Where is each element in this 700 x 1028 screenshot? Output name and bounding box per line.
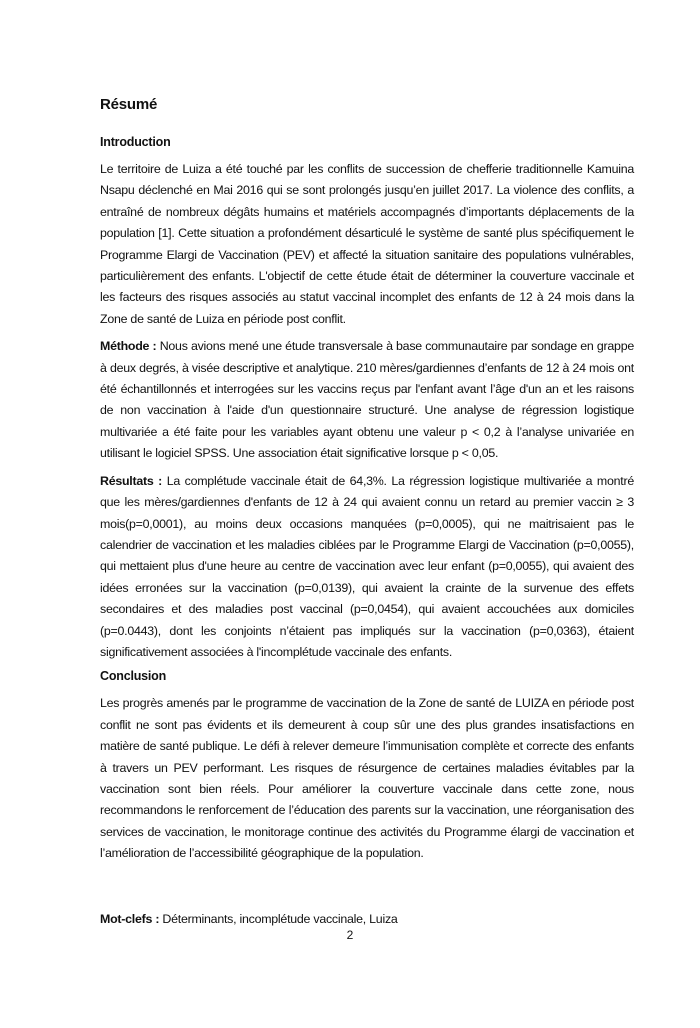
spacer <box>100 871 634 909</box>
keywords-text: Déterminants, incomplétude vaccinale, Luiza <box>159 911 398 926</box>
page-title: Résumé <box>100 96 158 113</box>
keywords-label: Mot-clefs : <box>100 911 160 926</box>
methode-label: Méthode : <box>100 339 157 354</box>
resultats-label: Résultats : <box>100 473 163 488</box>
methode-text: Nous avions mené une étude transversale à base communautaire par sondage en grappe à deux degrés, à visée descriptive et analytique. 210 mères/gardiennes d’enfants de 12 à 24 mois ont été échantillonnés et interrogées sur les vaccins reçus par l'enfant avant l’âge d'un an et les raisons de non vaccination à l'aide d'un questionnaire structuré. Une analyse de régression logistique multivariée a été faite pour les variables ayant obtenu une valeur p < 0,2 à l’analyse univariée en utilisant le logiciel SPSS. Une association était significative lorsque p < 0,05. <box>100 339 634 461</box>
conclusion-paragraph: Les progrès amenés par le programme de vaccination de la Zone de santé de LUIZA en période post conflit ne sont pas évidents et ils demeurent à coup sûr une des plus grandes insatisfactions en matière de santé publique. Le défi à relever demeure l’immunisation complète et correcte des enfants à travers un PEV performant. Les risques de résurgence de certaines maladies évitables par la vaccination sont bien réels. Pour améliorer la couverture vaccinale dans cette zone, nous recommandons le renforcement de l’éducation des parents sur la vaccination, une réorganisation des services de vaccination, le monitorage continue des activités du Programme élargi de vaccination et l’amélioration de l’accessibilité géographique de la population. <box>100 696 634 861</box>
conclusion-heading: Conclusion <box>100 669 167 684</box>
resultats-paragraph <box>100 471 634 664</box>
resultats-text: La complétude vaccinale était de 64,3%. La régression logistique multivariée a montré que les mères/gardiennes d'enfants de 12 à 24 qui avaient connu un retard au premier vaccin ≥ 3 mois(p=0,0001), au moins deux occasions manquées (p=0,0005), qui ne maitrisaient pas le calendrier de vaccination et les maladies ciblées par le Programme Elargi de Vaccination (p=0,0055), qui mettaient plus d'une heure au centre de vaccination avec leur enfant (p=0,0055), qui avaient des idées erronées sur la vaccination (p=0,0139), qui avaient la crainte de la survenue des effets secondaires et des maladies post vaccinal (p=0,0454), qui avaient accouchées aux domiciles (p=0.0443), dont les conjoints n’étaient pas impliqués sur la vaccination (p=0,0363), étaient significativement associées à l'incomplétude vaccinale des enfants. <box>100 473 634 659</box>
page-number: 2 <box>346 928 354 942</box>
introduction-heading: Introduction <box>100 135 171 149</box>
methode-paragraph <box>100 336 634 464</box>
introduction-paragraph: Le territoire de Luiza a été touché par les conflits de succession de chefferie traditionnelle Kamuina Nsapu déclenché en Mai 2016 qui se sont prolongés jusqu’en juillet 2017. La violence des conflits, a entraîné de nombreux dégâts humains et matériels accompagnés d’importants déplacements de la population [1]. Cette situation a profondément désarticulé le système de santé plus spécifiquement le Programme Elargi de Vaccination (PEV) et affecté la situation sanitaire des populations vulnérables, particulièrement des enfants. L'objectif de cette étude était de déterminer la couverture vaccinale et les facteurs des risques associés au statut vaccinal incomplet des enfants de 12 à 24 mois dans la Zone de santé de Luiza en période post conflit. <box>100 162 634 326</box>
keywords-line <box>100 909 634 930</box>
